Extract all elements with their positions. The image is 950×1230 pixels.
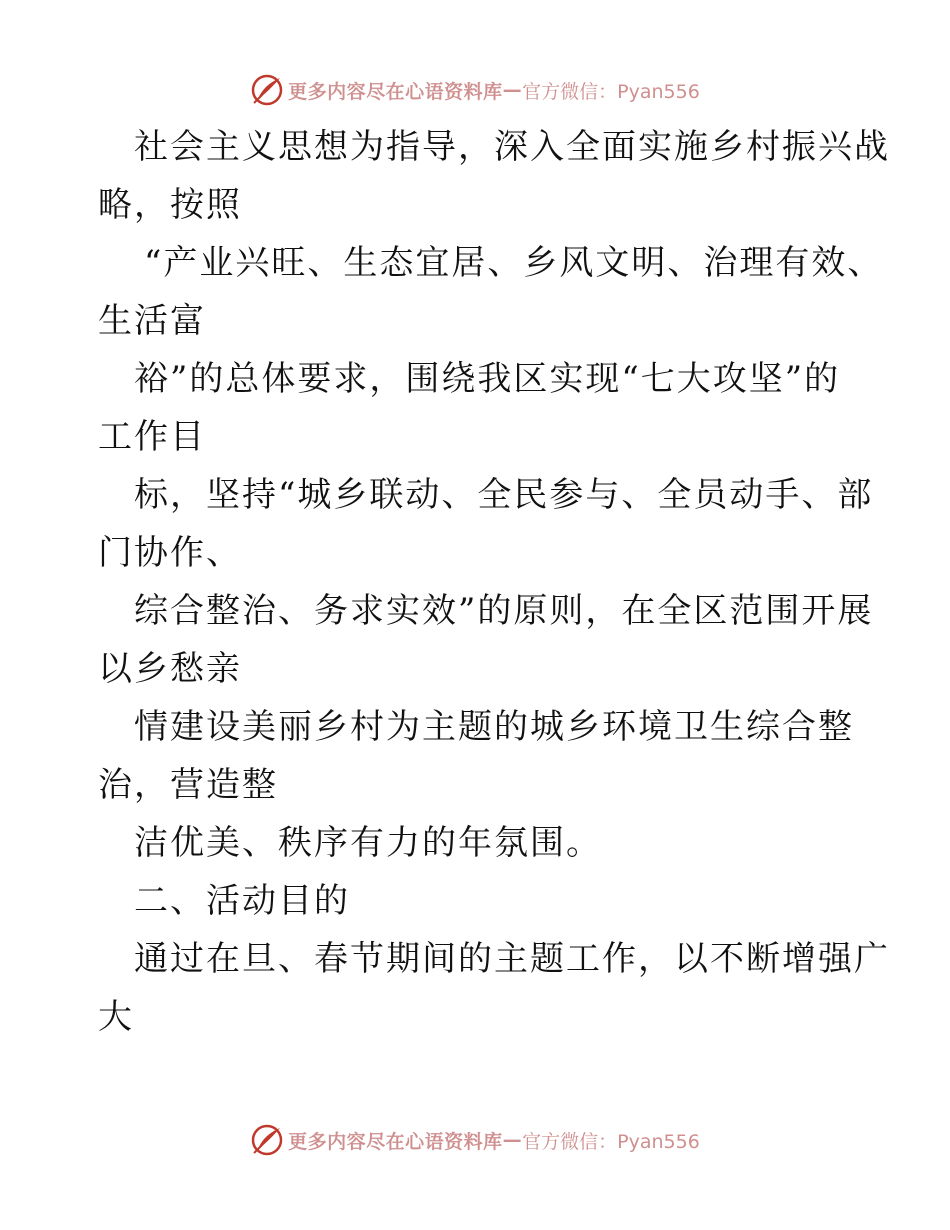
body-line: 通过在旦、春节期间的主题工作，以不断增强广 <box>134 939 890 979</box>
footer-watermark <box>0 1120 950 1160</box>
watermark-contact-text: 官方微信：Pyan556 <box>522 1130 700 1153</box>
body-line: 以乡愁亲 <box>98 649 242 689</box>
section-heading: 二、活动目的 <box>134 881 350 921</box>
body-line: 标，坚持“城乡联动、全民参与、全员动手、部 <box>134 475 874 515</box>
body-line: 大 <box>98 997 134 1037</box>
body-line: “产业兴旺、生态宜居、乡风文明、治理有效、 <box>144 243 884 283</box>
body-line: 裕”的总体要求，围绕我区实现“七大攻坚”的 <box>134 359 841 399</box>
watermark-separator: — <box>502 79 523 101</box>
body-line: 社会主义思想为指导，深入全面实施乡村振兴战 <box>134 127 890 167</box>
quill-logo-icon <box>250 1123 284 1157</box>
body-line: 工作目 <box>98 417 206 457</box>
header-watermark <box>0 70 950 110</box>
watermark-contact-text: 官方微信：Pyan556 <box>522 80 700 103</box>
body-line: 情建设美丽乡村为主题的城乡环境卫生综合整 <box>134 707 854 747</box>
watermark-separator: — <box>502 1129 523 1151</box>
body-line: 洁优美、秩序有力的年氛围。 <box>134 823 602 863</box>
body-line: 综合整治、务求实效”的原则，在全区范围开展 <box>134 591 874 631</box>
body-line: 生活富 <box>98 301 206 341</box>
quill-logo-icon <box>250 73 284 107</box>
body-line: 略，按照 <box>98 185 242 225</box>
body-line: 门协作、 <box>98 533 242 573</box>
watermark-site-text: 更多内容尽在心语资料库 <box>288 1130 503 1153</box>
watermark-site-text: 更多内容尽在心语资料库 <box>288 80 503 103</box>
body-line: 治，营造整 <box>98 765 278 805</box>
document-body <box>98 118 888 1046</box>
